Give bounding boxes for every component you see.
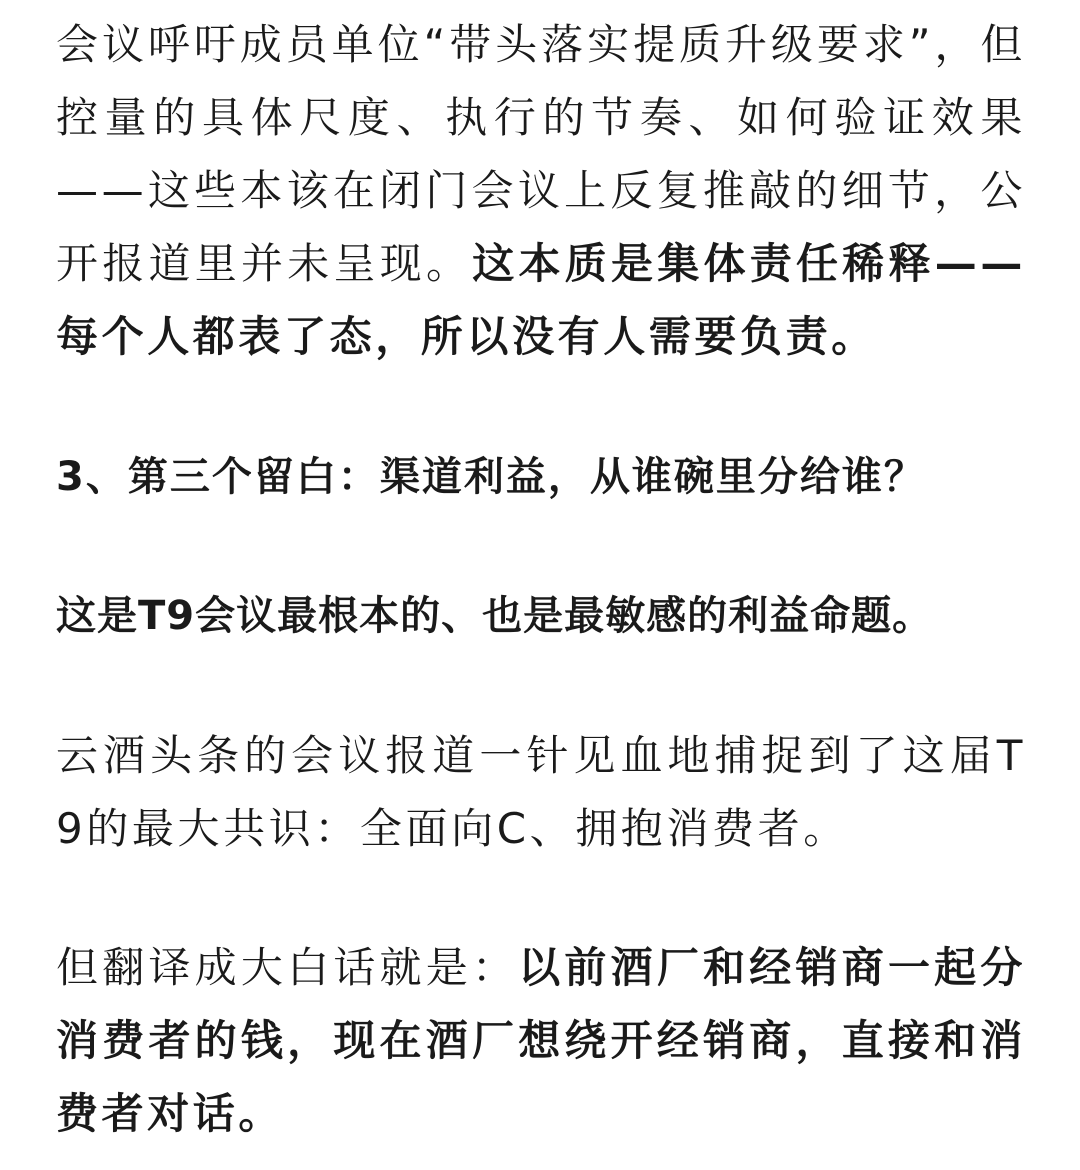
paragraph-collective-responsibility bbox=[56, 8, 1026, 373]
paragraph-consensus: 云酒头条的会议报道一针见血地捕捉到了这届T9的最大共识：全面向C、拥抱消费者。 bbox=[56, 731, 1026, 853]
section-heading: 3、第三个留白：渠道利益，从谁碗里分给谁？ bbox=[56, 454, 926, 500]
paragraph-key-topic: 这是T9会议最根本的、也是最敏感的利益命题。 bbox=[56, 593, 934, 639]
paragraph-plain-translation bbox=[56, 931, 1026, 1150]
emphasis-text: 以前酒厂和经销商一起分消费者的钱，现在酒厂想绕开经销商，直接和消费者对话。 bbox=[56, 943, 1026, 1138]
article-body bbox=[56, 0, 1026, 1150]
emphasis-text: 这本质是集体责任稀释——每个人都表了态，所以没有人需要负责。 bbox=[56, 239, 1027, 361]
paragraph-text: 但翻译成大白话就是： bbox=[56, 943, 519, 992]
paragraph-text: 会议呼吁成员单位“带头落实提质升级要求”，但控量的具体尺度、执行的节奏、如何验证效果——这些本该在闭门会议上反复推敲的细节，公开报道里并未呈现。 bbox=[56, 20, 1026, 288]
